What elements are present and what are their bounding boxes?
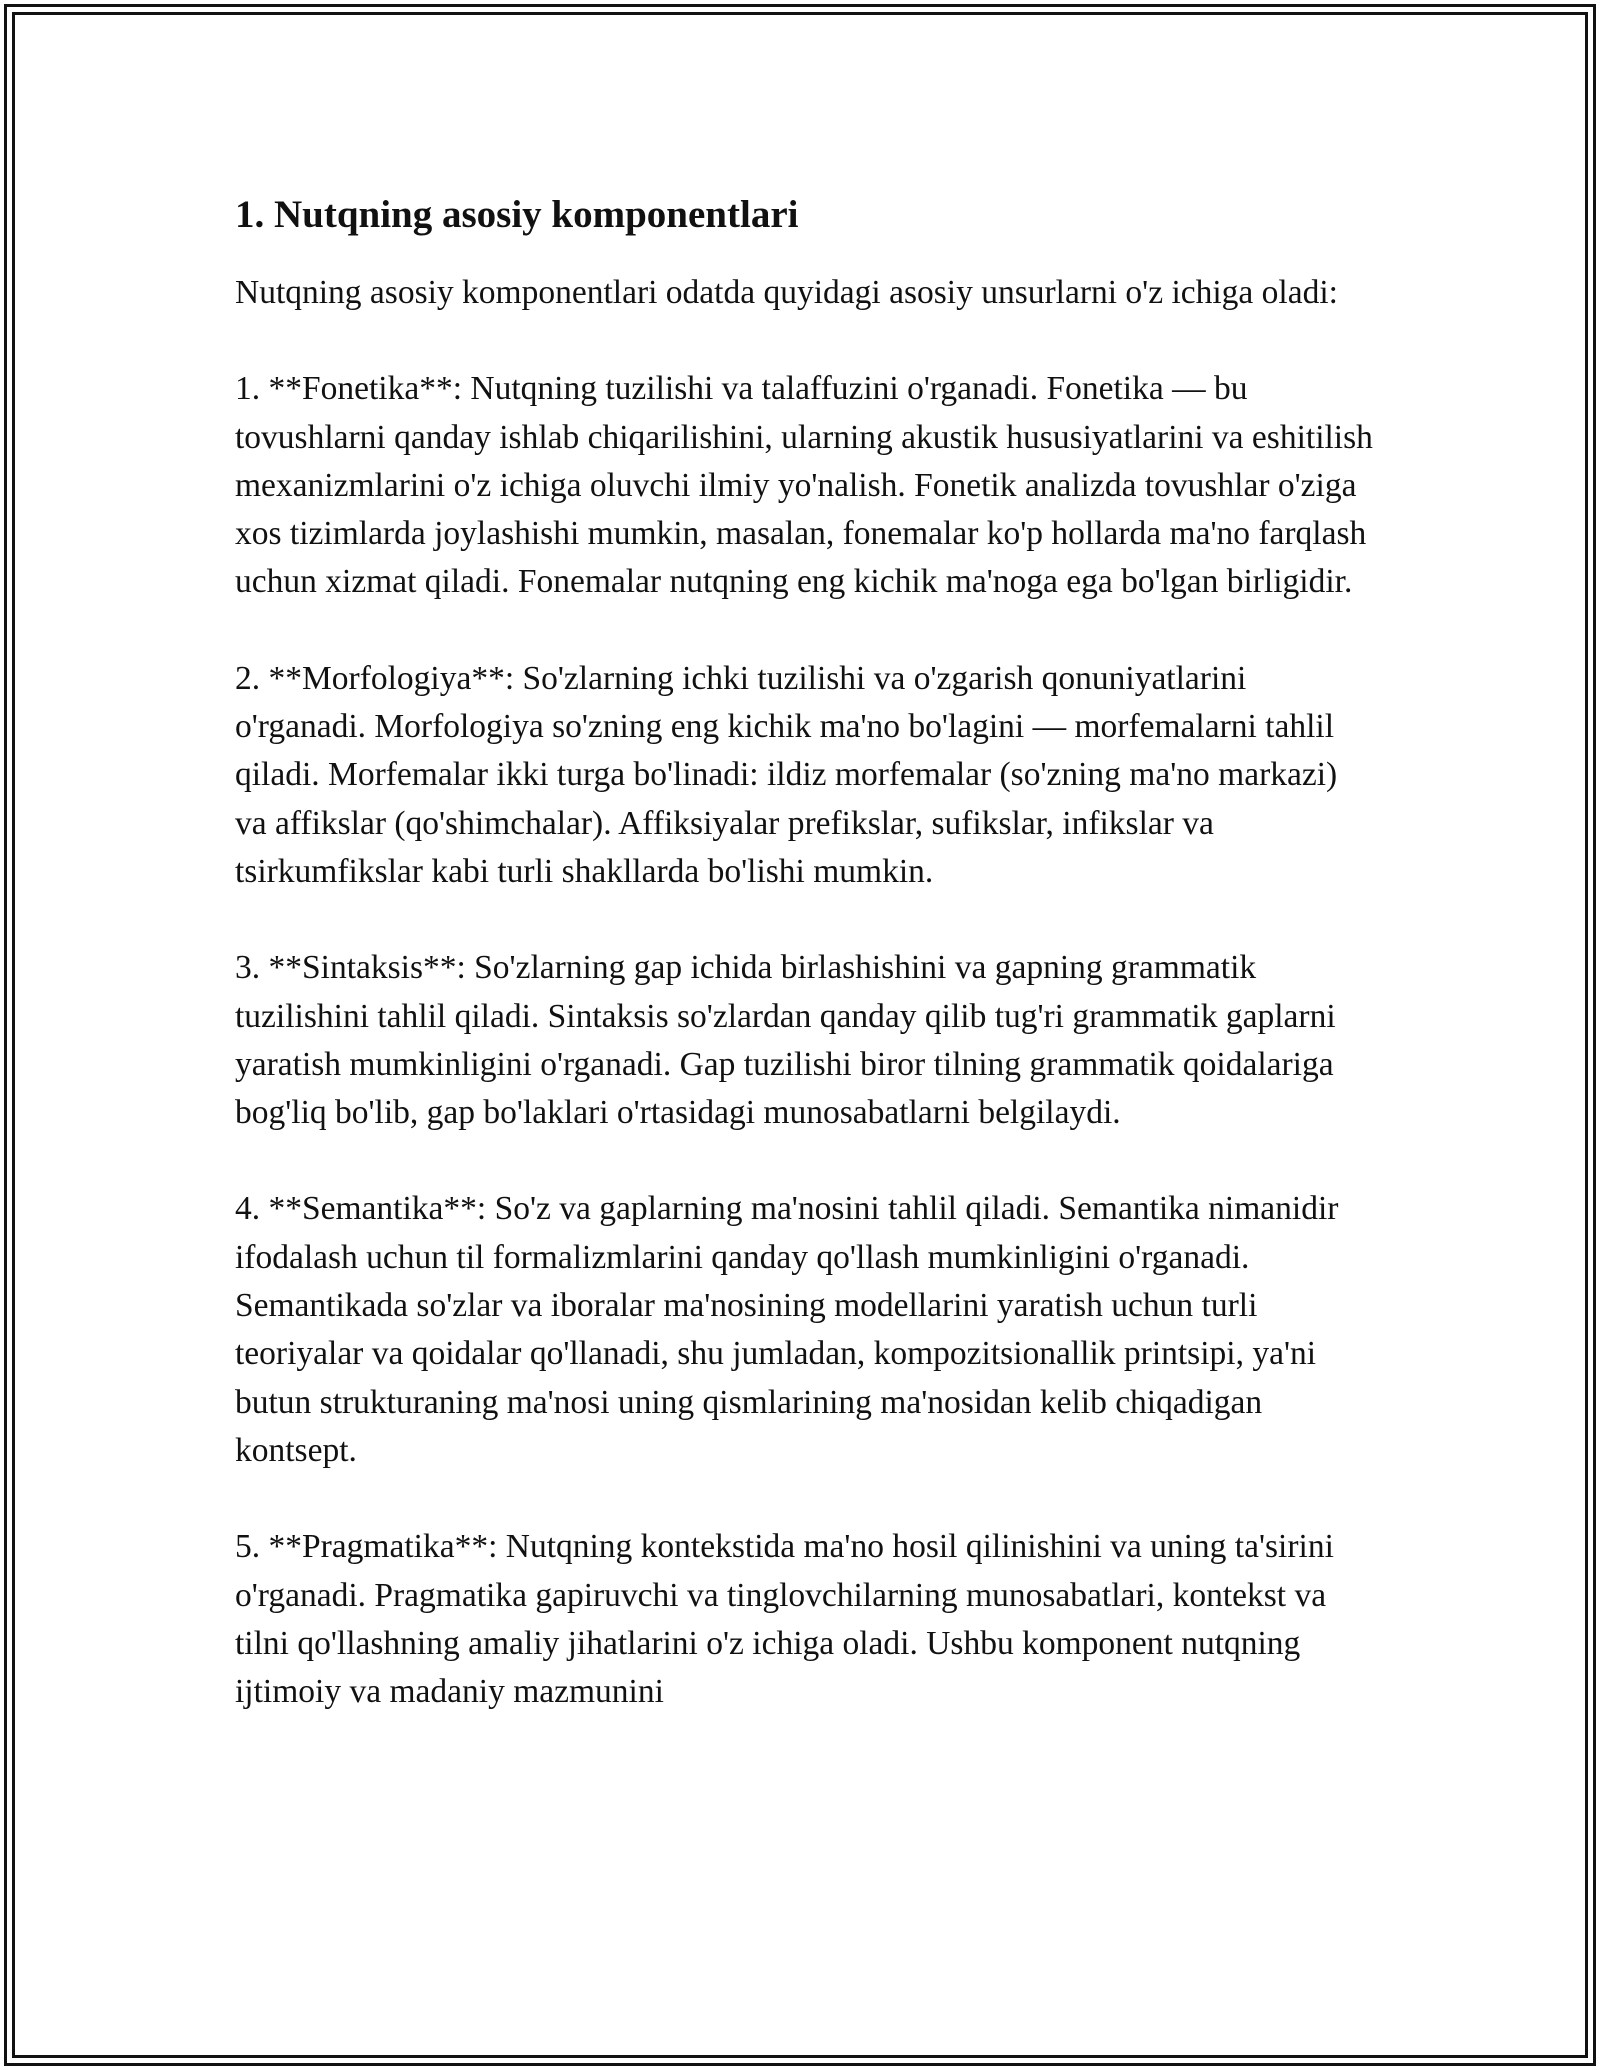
document-body [235,185,1375,1764]
paragraph-morfologiya: 2. **Morfologiya**: So'zlarning ichki tuzilishi va o'zgarish qonuniyatlarini o'rganadi. Morfologiya so'zning eng kichik ma'no bo'lagini — morfemalarni tahlil qiladi. Morfemalar ikki turga bo'linadi: ildiz morfemalar (so'zning ma'no markazi) va affikslar (qo'shimchalar). Affiksiyalar prefikslar, sufikslar, infikslar va tsirkumfikslar kabi turli shakllarda bo'lishi mumkin. [235,659,1338,890]
paragraph-pragmatika: 5. **Pragmatika**: Nutqning kontekstida ma'no hosil qilinishini va uning ta'sirini o'rganadi. Pragmatika gapiruvchi va tinglovchilarning munosabatlari, kontekst va tilni qo'llashning amaliy jihatlarini o'z ichiga oladi. Ushbu komponent nutqning ijtimoiy va madaniy mazmunini [235,1528,1334,1711]
intro-paragraph: Nutqning asosiy komponentlari odatda quyidagi asosiy unsurlarni o'z ichiga oladi: [235,274,1338,311]
paragraph-fonetika: 1. **Fonetika**: Nutqning tuzilishi va talaffuzini o'rganadi. Fonetika — bu tovushlarni qanday ishlab chiqarilishini, ularning akustik hususiyatlarini va eshitilish mexanizmlarini o'z ichiga oluvchi ilmiy yo'nalish. Fonetik analizda tovushlar o'ziga xos tizimlarda joylashishi mumkin, masalan, fonemalar ko'p hollarda ma'no farqlash uchun xizmat qiladi. Fonemalar nutqning eng kichik ma'noga ega bo'lgan birligidir. [235,370,1373,601]
paragraph-sintaksis: 3. **Sintaksis**: So'zlarning gap ichida birlashishini va gapning grammatik tuzilishini tahlil qiladi. Sintaksis so'zlardan qanday qilib tug'ri grammatik gaplarni yaratish mumkinligini o'rganadi. Gap tuzilishi biror tilning grammatik qoidalariga bog'liq bo'lib, gap bo'laklari o'rtasidagi munosabatlarni belgilaydi. [235,949,1336,1132]
section-heading: 1. Nutqning asosiy komponentlari [235,193,799,236]
paragraph-semantika: 4. **Semantika**: So'z va gaplarning ma'nosini tahlil qiladi. Semantika nimanidir ifodalash uchun til formalizmlarini qanday qo'llash mumkinligini o'rganadi. Semantikada so'zlar va iboralar ma'nosining modellarini yaratish uchun turli teoriyalar va qoidalar qo'llanadi, shu jumladan, kompozitsionallik printsipi, ya'ni butun strukturaning ma'nosi uning qismlarining ma'nosidan kelib chiqadigan kontsept. [235,1190,1339,1469]
